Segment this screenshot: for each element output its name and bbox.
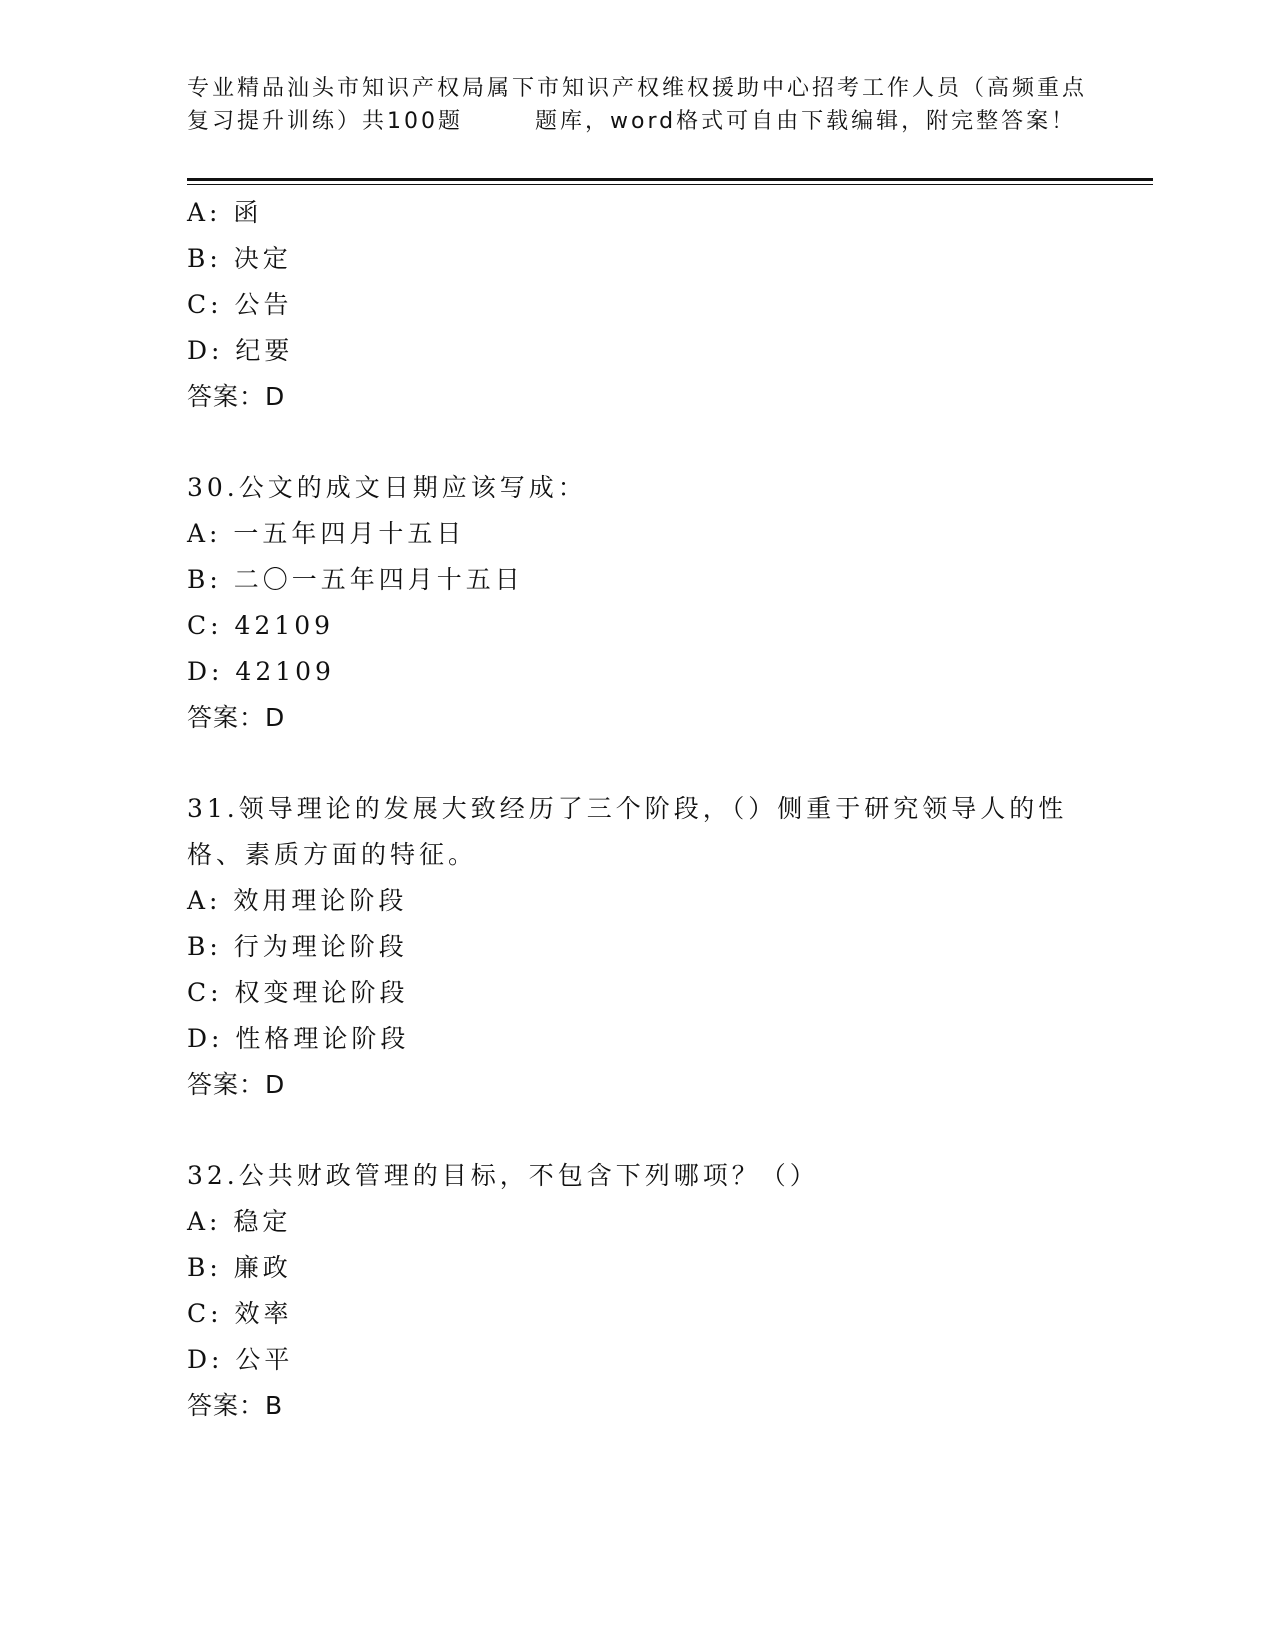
option-d: D: 公平	[187, 1345, 294, 1374]
option-c: C: 公告	[187, 290, 293, 319]
question-stem: 32.公共财政管理的目标，不包含下列哪项？（）	[187, 1161, 819, 1190]
option-a: A: 一五年四月十五日	[187, 519, 466, 548]
option-c: C: 权变理论阶段	[187, 978, 409, 1007]
question-31	[187, 786, 1087, 1108]
header-line-2-left: 复习提升训练）共100题	[187, 109, 463, 134]
option-b: B: 廉政	[187, 1253, 292, 1282]
answer-line: 答案：D	[187, 382, 286, 411]
answer-line: 答案：D	[187, 703, 286, 732]
option-a: A: 函	[187, 198, 263, 227]
option-b: B: 行为理论阶段	[187, 932, 408, 961]
option-a: A: 效用理论阶段	[187, 886, 408, 915]
answer-line: 答案：B	[187, 1391, 284, 1420]
question-stem-line-1: 31.领导理论的发展大致经历了三个阶段，（）侧重于研究领导人的性	[187, 794, 1068, 823]
header-line-2	[187, 105, 1087, 138]
option-a: A: 稳定	[187, 1207, 292, 1236]
header-rule-thin	[187, 184, 1153, 185]
question-list	[187, 190, 1087, 1429]
question-32	[187, 1153, 1087, 1429]
header-rule-thick	[187, 178, 1153, 181]
question-stem-line-2: 格、素质方面的特征。	[187, 840, 478, 869]
header-line-2-right: 题库，word格式可自由下载编辑，附完整答案！	[535, 109, 1077, 134]
option-d: D: 纪要	[187, 336, 294, 365]
document-header	[187, 72, 1087, 138]
option-d: D: 42109	[187, 657, 335, 686]
question-stem: 30.公文的成文日期应该写成：	[187, 473, 587, 502]
header-line-1: 专业精品汕头市知识产权局属下市知识产权维权援助中心招考工作人员（高频重点	[187, 76, 1088, 101]
option-b: B: 决定	[187, 244, 292, 273]
question-29	[187, 190, 1087, 420]
answer-line: 答案：D	[187, 1070, 286, 1099]
option-d: D: 性格理论阶段	[187, 1024, 410, 1053]
option-c: C: 效率	[187, 1299, 293, 1328]
option-b: B: 二〇一五年四月十五日	[187, 565, 524, 594]
option-c: C: 42109	[187, 611, 335, 640]
question-30	[187, 465, 1087, 741]
